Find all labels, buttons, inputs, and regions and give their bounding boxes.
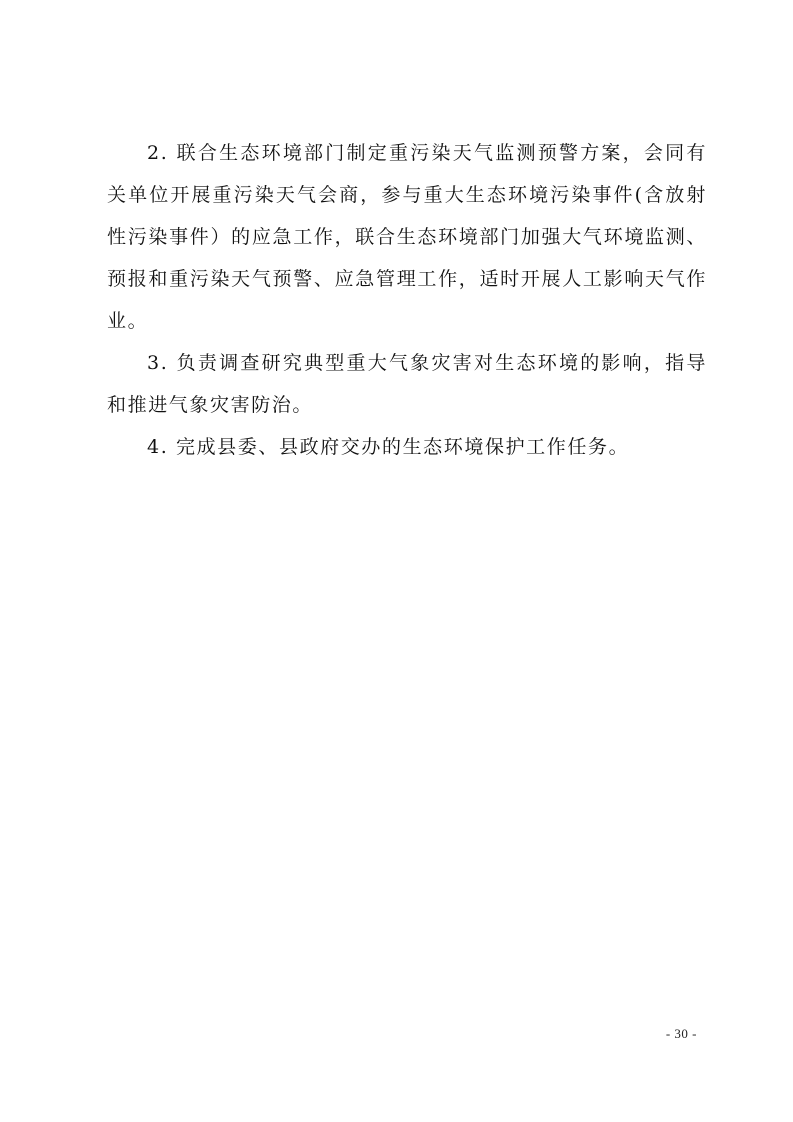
paragraph-item-2: 2. 联合生态环境部门制定重污染天气监测预警方案，会同有关单位开展重污染天气会商，参与重大生态环境污染事件(含放射性污染事件）的应急工作，联合生态环境部门加强大气环境监测、预报和重污染天气预警、应急管理工作，适时开展人工影响天气作业。 [107, 142, 707, 332]
document-body [107, 132, 707, 468]
paragraph-item-4: 4. 完成县委、县政府交办的生态环境保护工作任务。 [147, 436, 630, 458]
paragraph-item-3: 3. 负责调查研究典型重大气象灾害对生态环境的影响，指导和推进气象灾害防治。 [107, 352, 707, 416]
page-number: - 30 - [665, 1026, 697, 1041]
